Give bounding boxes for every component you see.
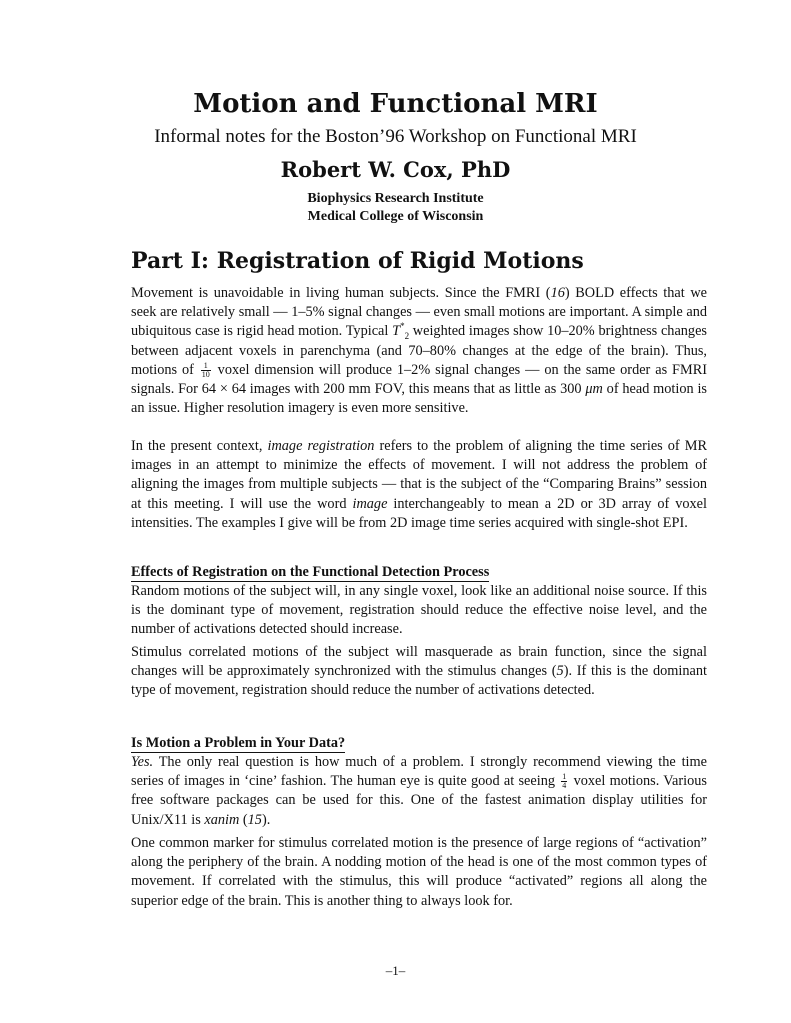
software-name: xanim (204, 811, 240, 828)
paragraph-random-motions: Random motions of the subject will, in any single voxel, look like an additional noise source. If this is the dominant type of movement, registration should reduce the effective noise level, and the number of activations detected should increase. (131, 583, 707, 638)
fraction-denominator: 10 (201, 370, 210, 380)
paragraph-movement (131, 284, 707, 418)
text-run: Movement is unavoidable in living human subjects. Since the FMRI ( (131, 285, 551, 301)
paragraph-marker: One common marker for stimulus correlated motion is the presence of large regions of “activation” along the periphery of the brain. A nodding motion of the head is one of the most common types of movement. If correlated with the stimulus, this will produce “activated” regions all along the superior edge of the brain. This is another thing to always look for. (131, 835, 707, 909)
paragraph-stimulus-motions (131, 643, 707, 701)
citation-ref: 15 (247, 811, 262, 828)
fraction-numerator: 1 (201, 362, 211, 371)
text-run: voxel motions. Various free software packages can be used for this. One of the fastest animation display utilities for Unix/X11 is (131, 773, 707, 828)
math-symbol: T (392, 323, 401, 340)
part-heading: Part I: Registration of Rigid Motions (131, 248, 584, 274)
text-run: voxel dimension will produce 1–2% signal changes — on the same order as FMRI signals. For 64 × 64 images with 200 mm FOV, this means that as little as 300 (131, 361, 707, 398)
text-run: The only real question is how much of a problem. I strongly recommend viewing the time series of images in ‘cine’ fashion. The human eye is quite good at seeing (131, 754, 707, 790)
section-heading-effects: Effects of Registration on the Functional Detection Process (131, 564, 490, 580)
paper-subtitle: Informal notes for the Boston’96 Workshop on Functional MRI (154, 126, 637, 147)
paragraph-yes (131, 753, 707, 830)
emphasis-yes: Yes. (131, 754, 154, 770)
math-subscript: 2 (404, 331, 410, 342)
fraction-denominator: 4 (562, 781, 567, 791)
math-superscript: * (400, 321, 405, 332)
fraction (201, 362, 211, 379)
emphasis-term: image registration (267, 438, 375, 454)
emphasis-term: image (352, 495, 388, 512)
fraction (561, 773, 567, 790)
unit-micrometer: μm (585, 381, 603, 398)
text-run: interchangeably to mean a 2D or 3D array of voxel intensities. The examples I give will be from 2D image time series acquired with single-shot EPI. (131, 495, 708, 531)
author-name: Robert W. Cox, PhD (280, 157, 511, 182)
text-run: of head motion is an issue. Higher resolution imagery is even more sensitive. (131, 381, 707, 417)
text-run: ( (239, 811, 248, 828)
paragraph-context (131, 437, 707, 533)
page-number: –1– (385, 963, 406, 978)
affiliation-institute: Biophysics Research Institute (307, 191, 484, 206)
text-run: ). (261, 811, 271, 828)
citation-ref: 16 (550, 285, 565, 301)
affiliation-college: Medical College of Wisconsin (307, 209, 484, 224)
text-run: In the present context, (131, 438, 268, 454)
section-heading-problem: Is Motion a Problem in Your Data? (131, 735, 346, 751)
text-run: weighted images show 10–20% brightness changes between adjacent voxels in parenchyma (and 70–80% changes at the edge of the brain). Thus, motions of (131, 323, 707, 378)
text-run: Stimulus correlated motions of the subject will masquerade as brain function, since the signal changes will be approximately synchronized with the stimulus changes ( (131, 644, 707, 680)
text-run: ). If this is the dominant type of movement, registration should reduce the number of activations detected. (131, 663, 707, 699)
text-run: ) BOLD effects that we seek are relatively small — 1–5% signal changes — even small motions are important. A simple and ubiquitous case is rigid head motion. Typical (131, 285, 707, 340)
text-run: refers to the problem of aligning the time series of MR images in an attempt to minimize the effects of movement. I will not address the problem of aligning the images from multiple subjects — that is the subject of the “Comparing Brains” session at this meeting. I will use the word (131, 438, 707, 512)
fraction-numerator: 1 (562, 772, 567, 782)
paper-title: Motion and Functional MRI (193, 89, 598, 119)
citation-ref: 5 (556, 663, 564, 680)
